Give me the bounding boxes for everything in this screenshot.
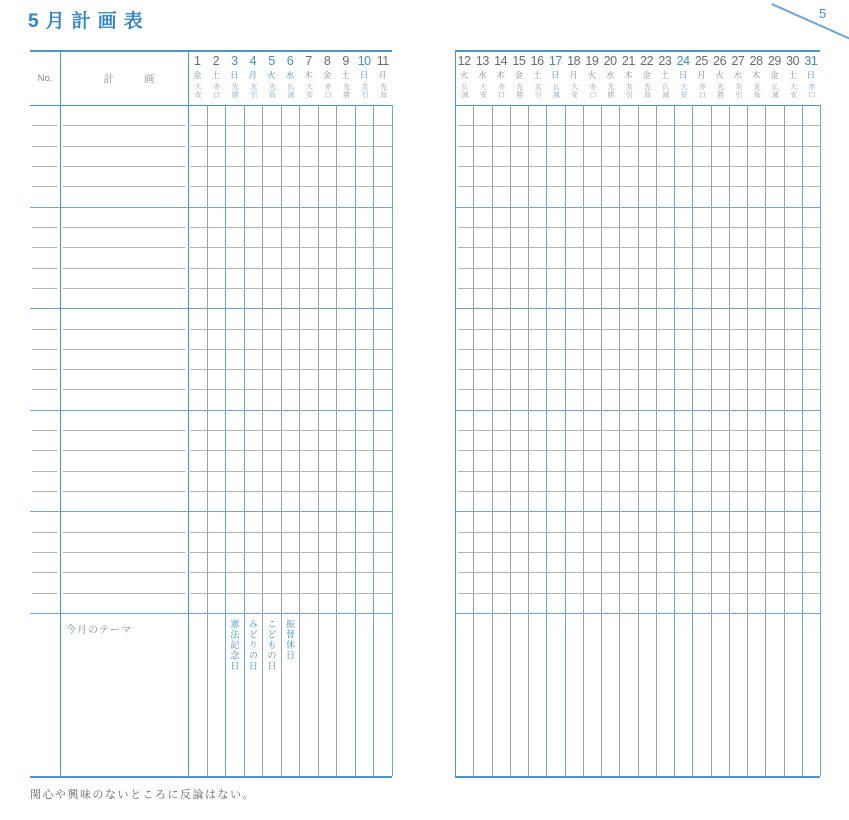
- row-line: [63, 146, 185, 147]
- day-header: [765, 54, 783, 99]
- day-header: [355, 54, 374, 99]
- row-line: [190, 186, 392, 187]
- day-weekday: 日: [806, 70, 816, 80]
- day-number: 13: [475, 54, 489, 68]
- day-rokuyo: 赤口: [588, 83, 596, 99]
- theme-label: 今月のテーマ: [66, 625, 132, 636]
- row-line: [190, 572, 392, 573]
- day-weekday: 水: [605, 70, 615, 80]
- holiday-cell: [281, 619, 300, 759]
- day-number: 7: [305, 54, 312, 68]
- day-header: [729, 54, 747, 99]
- day-rokuyo: 大安: [680, 83, 688, 99]
- group-separator-line: [30, 613, 392, 614]
- day-number: 5: [268, 54, 275, 68]
- holiday-label: 憲法記念日: [229, 619, 240, 672]
- grid-vline: [656, 105, 657, 776]
- column-divider: [60, 50, 61, 776]
- day-weekday: 土: [532, 70, 542, 80]
- row-line: [63, 166, 185, 167]
- grid-vline: [747, 105, 748, 776]
- day-rokuyo: 赤口: [497, 83, 505, 99]
- day-rokuyo: 先勝: [716, 83, 724, 99]
- day-number: 2: [212, 54, 220, 68]
- grid-vline: [729, 105, 730, 776]
- day-rokuyo: 先負: [643, 83, 651, 99]
- day-header: [492, 54, 510, 99]
- row-line: [63, 450, 185, 451]
- day-weekday: 金: [770, 70, 779, 80]
- day-rokuyo: 赤口: [807, 83, 815, 99]
- grid-vline: [510, 105, 511, 776]
- day-rokuyo: 大安: [570, 83, 578, 99]
- day-rokuyo: 大安: [305, 83, 313, 99]
- day-header: [711, 54, 729, 99]
- day-weekday: 火: [459, 70, 469, 80]
- day-rokuyo: 友引: [534, 83, 542, 99]
- row-line: [63, 247, 185, 248]
- row-line: [63, 552, 185, 553]
- grid-vline: [473, 105, 474, 776]
- grid-vline: [711, 105, 712, 776]
- day-number: 9: [342, 54, 349, 68]
- day-rokuyo: 仏滅: [461, 83, 469, 99]
- group-separator-line: [30, 308, 392, 309]
- row-line: [32, 572, 57, 573]
- day-header: [299, 54, 318, 99]
- grid-vline: [692, 105, 693, 776]
- grid-vline: [784, 105, 785, 776]
- row-line: [190, 389, 392, 390]
- row-line: [32, 288, 57, 289]
- grid-vline: [619, 105, 620, 776]
- day-number: 24: [676, 54, 690, 68]
- day-weekday: 金: [193, 70, 202, 80]
- day-rokuyo: 赤口: [324, 83, 332, 99]
- row-line: [32, 552, 57, 553]
- row-line: [190, 593, 392, 594]
- column-divider: [455, 50, 456, 776]
- row-line: [32, 146, 57, 147]
- table-top-border: [455, 50, 820, 52]
- row-line: [190, 532, 392, 533]
- row-line: [63, 288, 185, 289]
- row-line: [63, 430, 185, 431]
- group-separator-line: [30, 511, 392, 512]
- day-number: 11: [376, 54, 389, 68]
- day-weekday: 金: [642, 70, 651, 80]
- day-header: [692, 54, 710, 99]
- day-weekday: 火: [587, 70, 597, 80]
- page-title: 5月計画表: [28, 11, 150, 32]
- day-header: [619, 54, 637, 99]
- day-header: [225, 54, 244, 99]
- row-line: [190, 491, 392, 492]
- row-line: [190, 125, 392, 126]
- day-rokuyo: 友引: [734, 83, 742, 99]
- day-number: 12: [457, 54, 471, 68]
- day-weekday: 月: [569, 70, 578, 80]
- row-line: [190, 227, 392, 228]
- day-weekday: 火: [267, 70, 276, 80]
- grid-vline: [318, 105, 319, 776]
- day-weekday: 水: [285, 70, 295, 80]
- day-number: 16: [530, 54, 544, 68]
- day-header: [473, 54, 491, 99]
- row-line: [190, 552, 392, 553]
- day-header: [802, 54, 820, 99]
- row-line: [32, 450, 57, 451]
- day-rokuyo: 友引: [361, 83, 369, 99]
- day-number: 26: [713, 54, 727, 68]
- day-rokuyo: 仏滅: [771, 83, 779, 99]
- grid-vline: [492, 105, 493, 776]
- day-rokuyo: 先負: [268, 83, 276, 99]
- day-weekday: 日: [678, 70, 688, 80]
- grid-vline: [392, 105, 393, 776]
- day-number: 31: [804, 54, 818, 68]
- day-weekday: 木: [624, 70, 633, 80]
- day-weekday: 日: [551, 70, 560, 80]
- grid-vline: [207, 105, 208, 776]
- grid-vline: [373, 105, 374, 776]
- row-line: [32, 369, 57, 370]
- row-line: [190, 471, 392, 472]
- day-number: 14: [494, 54, 508, 68]
- row-line: [190, 268, 392, 269]
- day-weekday: 土: [788, 70, 797, 80]
- day-header: [281, 54, 300, 99]
- day-number: 21: [621, 54, 635, 68]
- day-weekday: 金: [514, 70, 524, 80]
- day-number: 3: [231, 54, 238, 68]
- row-line: [190, 247, 392, 248]
- day-number: 30: [786, 54, 800, 68]
- grid-vline: [765, 105, 766, 776]
- column-divider: [188, 50, 189, 776]
- row-line: [63, 186, 185, 187]
- row-line: [63, 369, 185, 370]
- day-number: 8: [323, 54, 331, 68]
- row-line: [32, 125, 57, 126]
- row-line: [190, 349, 392, 350]
- day-number: 17: [548, 54, 562, 68]
- day-header: [336, 54, 355, 99]
- group-separator-line: [30, 207, 392, 208]
- grid-vline: [355, 105, 356, 776]
- row-line: [63, 389, 185, 390]
- day-number: 1: [194, 54, 201, 68]
- day-header: [638, 54, 656, 99]
- row-line: [63, 227, 185, 228]
- holiday-label: みどりの日: [247, 619, 258, 672]
- day-header: [784, 54, 802, 99]
- day-number: 10: [357, 54, 371, 68]
- day-number: 25: [694, 54, 708, 68]
- header-bottom-line: [30, 105, 392, 106]
- day-header: [656, 54, 674, 99]
- table-bottom-border: [30, 776, 392, 778]
- row-line: [32, 430, 57, 431]
- row-line: [63, 329, 185, 330]
- day-header: [373, 54, 392, 99]
- day-number: 28: [749, 54, 763, 68]
- day-number: 18: [567, 54, 581, 68]
- row-line: [63, 349, 185, 350]
- holiday-label: こどもの日: [266, 619, 277, 672]
- row-line: [32, 389, 57, 390]
- grid-vline: [601, 105, 602, 776]
- row-line: [32, 593, 57, 594]
- row-line: [32, 491, 57, 492]
- day-header: [583, 54, 601, 99]
- day-number: 15: [512, 54, 526, 68]
- grid-vline: [528, 105, 529, 776]
- holiday-label: 振替休日: [284, 619, 295, 661]
- day-rokuyo: 友引: [625, 83, 633, 99]
- grid-vline: [674, 105, 675, 776]
- row-line: [190, 146, 392, 147]
- row-line: [32, 227, 57, 228]
- day-header: [455, 54, 473, 99]
- day-header: [546, 54, 564, 99]
- row-line: [63, 471, 185, 472]
- day-rokuyo: 先勝: [607, 83, 615, 99]
- row-line: [32, 247, 57, 248]
- day-header: [674, 54, 692, 99]
- footer-quote: 関心や興味のないところに反論はない。: [30, 789, 255, 801]
- row-line: [32, 268, 57, 269]
- grid-vline: [299, 105, 300, 776]
- day-number: 4: [249, 54, 257, 68]
- row-line: [63, 268, 185, 269]
- day-weekday: 水: [478, 70, 487, 80]
- grid-vline: [583, 105, 584, 776]
- day-number: 6: [286, 54, 294, 68]
- day-rokuyo: 仏滅: [286, 83, 294, 99]
- day-rokuyo: 大安: [194, 83, 202, 99]
- day-rokuyo: 赤口: [698, 83, 706, 99]
- holiday-cell: [225, 619, 244, 759]
- day-rokuyo: 先勝: [231, 83, 239, 99]
- row-line: [190, 369, 392, 370]
- day-number: 19: [585, 54, 599, 68]
- day-weekday: 木: [751, 70, 761, 80]
- table-bottom-border: [455, 776, 820, 778]
- row-line: [190, 430, 392, 431]
- day-weekday: 木: [304, 70, 313, 80]
- row-line: [63, 572, 185, 573]
- holiday-cell: [262, 619, 281, 759]
- row-line: [190, 450, 392, 451]
- grid-vline: [336, 105, 337, 776]
- grid-vline: [638, 105, 639, 776]
- day-number: 23: [658, 54, 672, 68]
- day-weekday: 土: [660, 70, 670, 80]
- no-column-header: No.: [37, 72, 53, 84]
- day-weekday: 土: [211, 70, 221, 80]
- day-weekday: 日: [359, 70, 369, 80]
- row-line: [63, 491, 185, 492]
- day-rokuyo: 先負: [753, 83, 761, 99]
- day-rokuyo: 赤口: [212, 83, 220, 99]
- day-rokuyo: 仏滅: [552, 83, 560, 99]
- day-rokuyo: 仏滅: [661, 83, 669, 99]
- day-weekday: 金: [322, 70, 332, 80]
- day-rokuyo: 先負: [379, 83, 387, 99]
- day-weekday: 水: [733, 70, 743, 80]
- day-number: 27: [731, 54, 745, 68]
- page-number: 5: [819, 6, 827, 21]
- day-header: [244, 54, 263, 99]
- day-header: [262, 54, 281, 99]
- day-rokuyo: 先勝: [515, 83, 523, 99]
- plan-column-header: 計画: [103, 72, 185, 85]
- row-line: [190, 166, 392, 167]
- holiday-cell: [244, 619, 263, 759]
- day-rokuyo: 大安: [479, 83, 487, 99]
- day-weekday: 月: [248, 70, 258, 80]
- day-header: [565, 54, 583, 99]
- day-header: [510, 54, 528, 99]
- row-line: [32, 329, 57, 330]
- day-weekday: 月: [378, 70, 387, 80]
- row-line: [190, 329, 392, 330]
- day-weekday: 日: [230, 70, 239, 80]
- row-line: [32, 349, 57, 350]
- day-header: [747, 54, 765, 99]
- day-header: [188, 54, 207, 99]
- grid-vline: [820, 105, 821, 776]
- corner-diagonal-line: [771, 3, 849, 39]
- day-weekday: 月: [697, 70, 706, 80]
- grid-vline: [565, 105, 566, 776]
- row-line: [32, 532, 57, 533]
- grid-vline: [802, 105, 803, 776]
- day-number: 20: [603, 54, 617, 68]
- row-line: [63, 593, 185, 594]
- day-header: [207, 54, 226, 99]
- row-line: [32, 186, 57, 187]
- row-line: [63, 125, 185, 126]
- day-rokuyo: 大安: [789, 83, 797, 99]
- day-header: [318, 54, 337, 99]
- row-line: [32, 166, 57, 167]
- day-weekday: 木: [496, 70, 505, 80]
- day-header: [601, 54, 619, 99]
- day-weekday: 火: [715, 70, 724, 80]
- group-separator-line: [30, 410, 392, 411]
- day-rokuyo: 先勝: [342, 83, 350, 99]
- day-number: 22: [640, 54, 654, 68]
- day-rokuyo: 友引: [249, 83, 257, 99]
- day-weekday: 土: [341, 70, 350, 80]
- day-number: 29: [767, 54, 781, 68]
- grid-vline: [546, 105, 547, 776]
- day-header: [528, 54, 546, 99]
- row-line: [63, 532, 185, 533]
- row-line: [190, 288, 392, 289]
- row-line: [32, 471, 57, 472]
